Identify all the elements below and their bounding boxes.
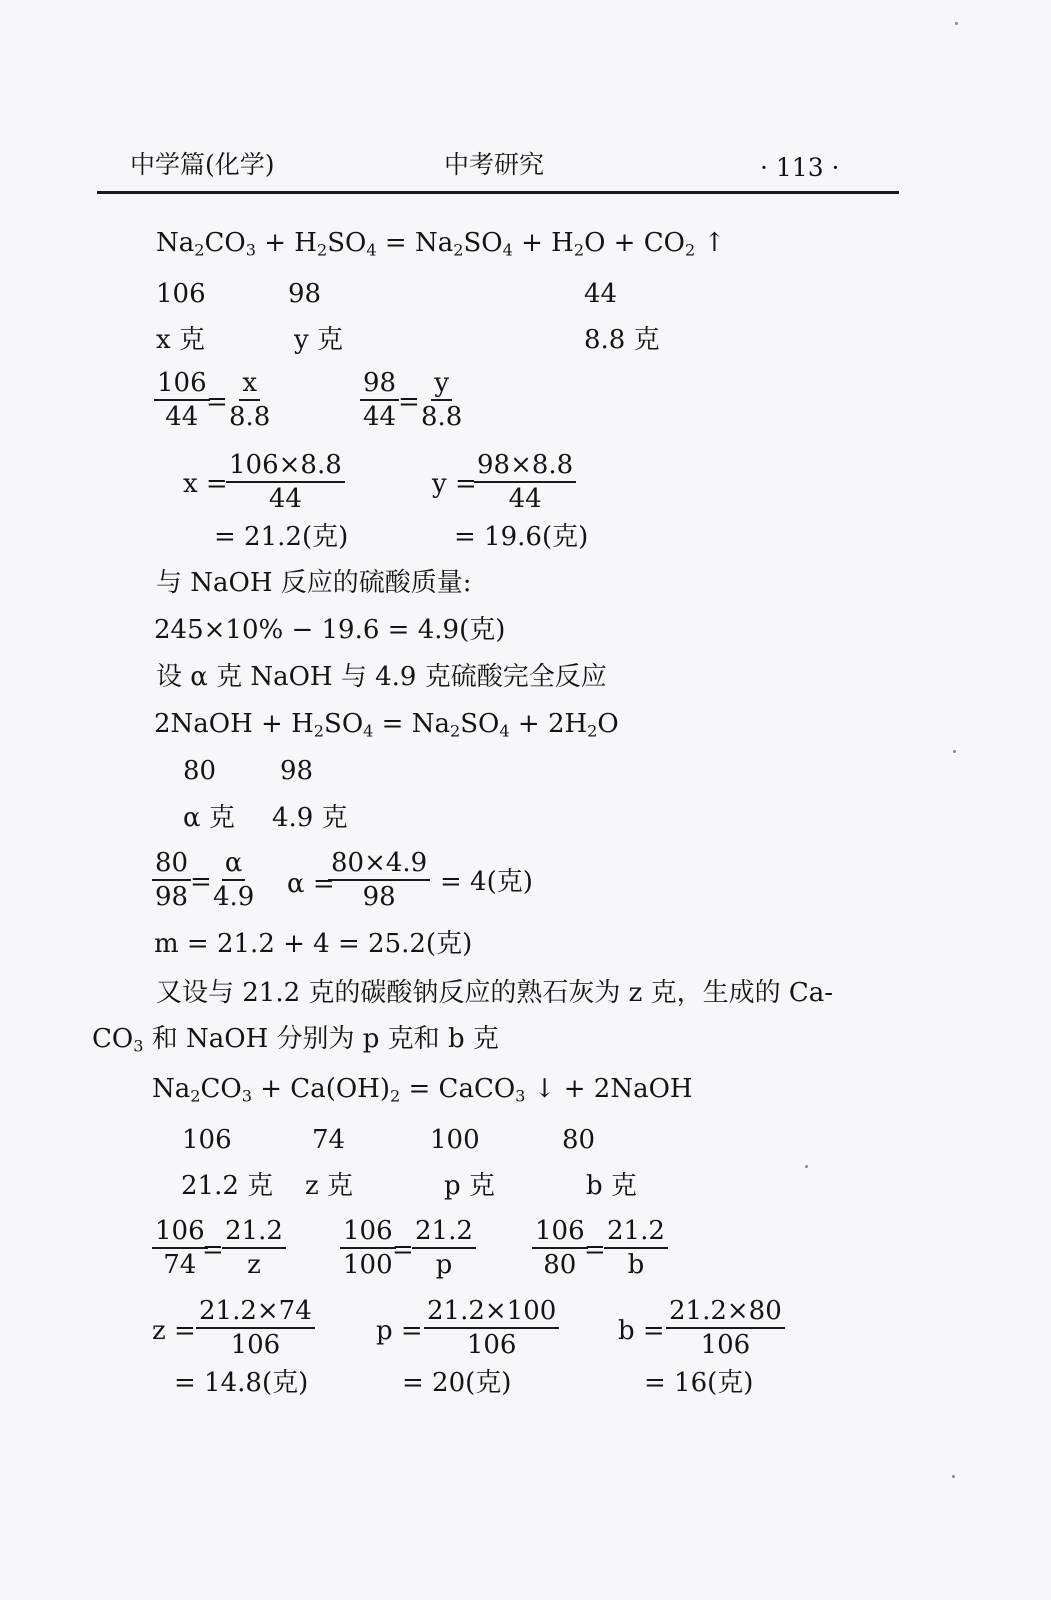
ratio-fraction: $\frac{106}{100}$ [340,1218,396,1278]
solve-result: = 16(克) [644,1368,754,1398]
ratio-fraction: $\frac{106}{44}$ [154,370,210,430]
scan-speck [955,22,958,25]
header-book-title: 中考研究 [444,150,545,179]
equals-sign: = [584,1235,606,1265]
header-section-title: 中学篇(化学) [130,150,275,179]
scan-speck [953,750,956,753]
equals-sign: = [398,387,420,417]
reaction3-unknown: b 克 [586,1171,637,1201]
solve-lhs: b = [618,1316,665,1346]
solve-fraction: $\frac{21.2\times 80}{106}$ [666,1298,785,1358]
reaction1-known-co2: 8.8 克 [584,325,660,355]
ratio-fraction: $\frac{106}{74}$ [152,1218,208,1278]
reaction3-mass: 106 [182,1125,232,1155]
solve-lhs: α = [287,869,335,899]
solve-lhs: y = [432,469,477,499]
reaction1-equation: $Na_2CO_3 + H_2SO_4 = Na_2SO_4 + H_2O + CO_2$ ↑ [156,228,726,260]
reaction3-unknown: z 克 [305,1171,353,1201]
reaction2-mass-naoh: 80 [183,756,217,786]
reaction2-unknown: α 克 [183,803,235,833]
solve-lhs: z = [152,1316,196,1346]
page-number: · 113 · [760,153,840,182]
reaction3-unknown: p 克 [444,1171,495,1201]
solve-fraction: $\frac{21.2\times 74}{106}$ [196,1298,315,1358]
solve-fraction: $\frac{98\times 8.8}{44}$ [474,452,576,512]
solve-lhs: p = [376,1316,423,1346]
solve-result: = 14.8(克) [174,1368,309,1398]
solve-fraction: $\frac{106\times 8.8}{44}$ [226,452,345,512]
text-line: 设 α 克 NaOH 与 4.9 克硫酸完全反应 [156,662,607,692]
scan-speck [952,1475,955,1478]
reaction1-unknown-x: x 克 [156,325,205,355]
solve-result: = 21.2(克) [214,522,349,552]
equals-sign: = [190,867,212,897]
equals-sign: = [202,1235,224,1265]
solve-result: = 19.6(克) [454,522,589,552]
ratio-fraction: $\frac{80}{98}$ [152,850,191,910]
equals-sign: = [392,1235,414,1265]
ratio-fraction: $\frac{21.2}{z}$ [222,1218,286,1278]
scan-speck [805,1165,808,1168]
reaction3-mass: 74 [312,1125,346,1155]
reaction2-equation: 2NaOH + $H_2SO_4 = Na_2SO_4 + 2H_2O$ [154,709,619,741]
reaction3-mass: 100 [430,1125,480,1155]
text-line: 245×10% − 19.6 = 4.9(克) [154,615,506,645]
reaction2-mass-h2so4: 98 [280,756,314,786]
reaction1-unknown-y: y 克 [294,325,343,355]
ratio-fraction: $\frac{21.2}{p}$ [412,1218,476,1278]
ratio-fraction: $\frac{x}{8.8}$ [229,368,271,432]
equals-sign: = [206,387,228,417]
reaction1-mass-na2co3: 106 [156,279,206,309]
ratio-fraction: $\frac{21.2}{b}$ [604,1218,668,1278]
reaction1-mass-co2: 44 [584,279,618,309]
ratio-fraction: $\frac{106}{80}$ [532,1218,588,1278]
ratio-fraction: $\frac{y}{8.8}$ [421,368,463,432]
solve-result: = 20(克) [402,1368,512,1398]
reaction1-mass-h2so4: 98 [288,279,322,309]
solve-result: = 4(克) [440,867,533,897]
paragraph-line: $CO_3$ 和 NaOH 分别为 p 克和 b 克 [92,1024,499,1056]
solve-fraction: $\frac{21.2\times 100}{106}$ [424,1298,559,1358]
paragraph-line: 又设与 21.2 克的碳酸钠反应的熟石灰为 z 克，生成的 Ca- [156,978,834,1008]
reaction2-known: 4.9 克 [272,803,348,833]
reaction3-unknown: 21.2 克 [181,1171,274,1201]
ratio-fraction: $\frac{\alpha}{4.9}$ [213,848,255,912]
text-line: 与 NaOH 反应的硫酸质量: [156,568,472,598]
reaction3-mass: 80 [562,1125,596,1155]
ratio-fraction: $\frac{98}{44}$ [360,370,399,430]
solve-lhs: x = [183,469,228,499]
solve-fraction: $\frac{80\times 4.9}{98}$ [328,850,430,910]
header-rule [97,191,899,194]
reaction3-equation: $Na_2CO_3 + Ca(OH)_2$ = CaCO$_3$ ↓ + 2NaOH [152,1074,693,1106]
text-line: m = 21.2 + 4 = 25.2(克) [154,929,473,959]
